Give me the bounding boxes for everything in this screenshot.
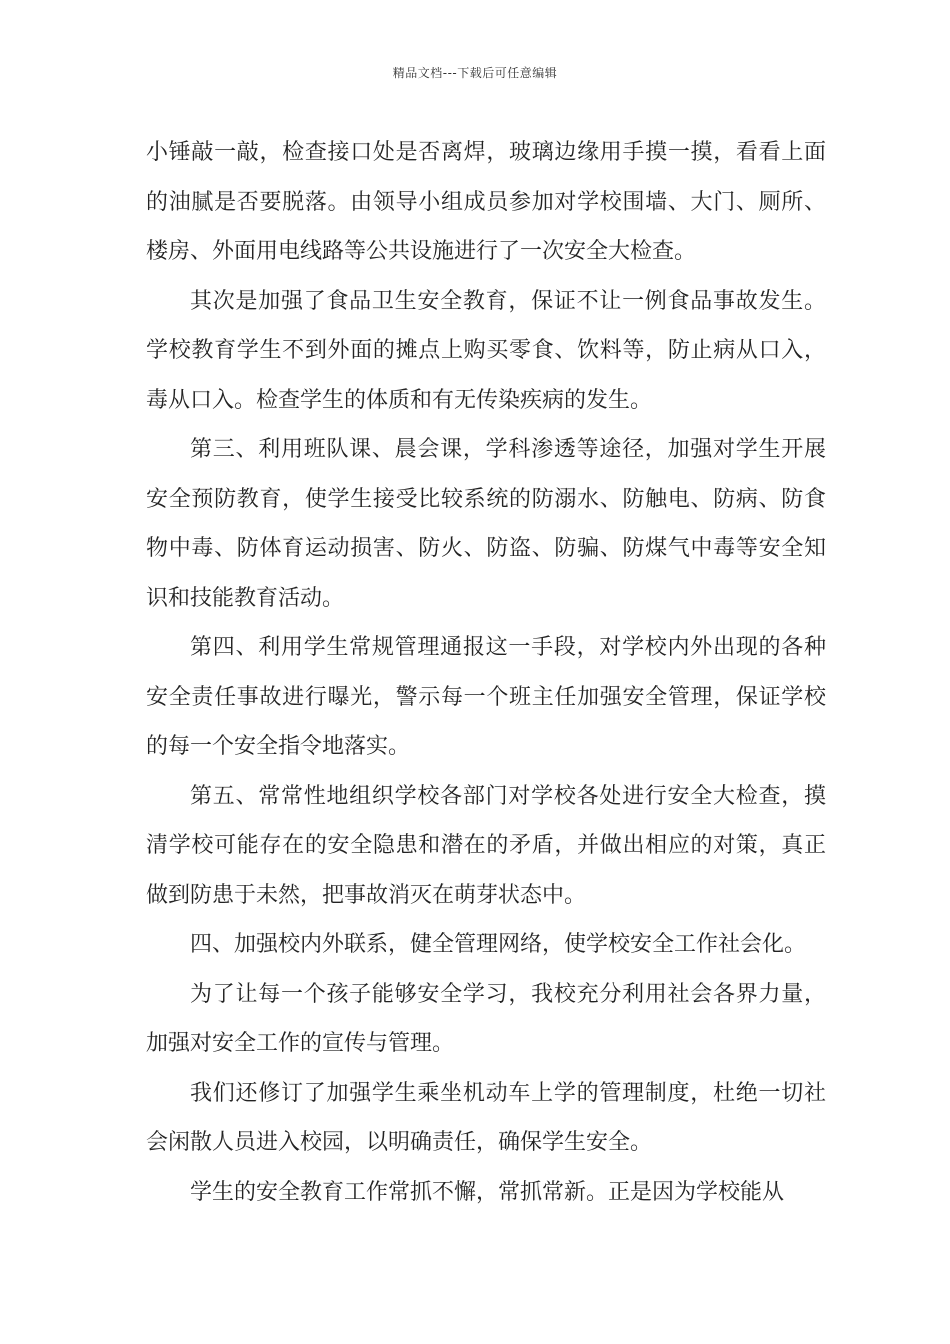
page-header: 精品文档---下载后可任意编辑 xyxy=(392,66,558,80)
paragraph-2: 其次是加强了食品卫生安全教育，保证不让一例食品事故发生。学校教育学生不到外面的摊点上购买零食、饮料等，防止病从口入，毒从口入。检查学生的体质和有无传染疾病的发生。 xyxy=(146,288,826,413)
document-body xyxy=(146,128,826,1217)
paragraph-8: 学生的安全教育工作常抓不懈，常抓常新。正是因为学校能从 xyxy=(190,1179,785,1205)
paragraph-1: 小锤敲一敲，检查接口处是否离焊，玻璃边缘用手摸一摸，看看上面的油腻是否要脱落。由领导小组成员参加对学校围墙、大门、厕所、楼房、外面用电线路等公共设施进行了一次安全大检查。 xyxy=(146,140,826,264)
paragraph-4: 第四、利用学生常规管理通报这一手段，对学校内外出现的各种安全责任事故进行曝光，警示每一个班主任加强安全管理，保证学校的每一个安全指令地落实。 xyxy=(146,635,826,759)
paragraph-6: 为了让每一个孩子能够安全学习，我校充分利用社会各界力量，加强对安全工作的宣传与管理。 xyxy=(146,981,826,1056)
paragraph-3: 第三、利用班队课、晨会课，学科渗透等途径，加强对学生开展安全预防教育，使学生接受比较系统的防溺水、防触电、防病、防食物中毒、防体育运动损害、防火、防盗、防骗、防煤气中毒等安全知识和技能教育活动。 xyxy=(146,437,826,611)
paragraph-7: 我们还修订了加强学生乘坐机动车上学的管理制度，杜绝一切社会闲散人员进入校园，以明确责任，确保学生安全。 xyxy=(146,1080,826,1155)
section-heading-4: 四、加强校内外联系，健全管理网络，使学校安全工作社会化。 xyxy=(190,932,807,957)
paragraph-5: 第五、常常性地组织学校各部门对学校各处进行安全大检查，摸清学校可能存在的安全隐患和潜在的矛盾，并做出相应的对策，真正做到防患于未然，把事故消灭在萌芽状态中。 xyxy=(146,783,826,908)
